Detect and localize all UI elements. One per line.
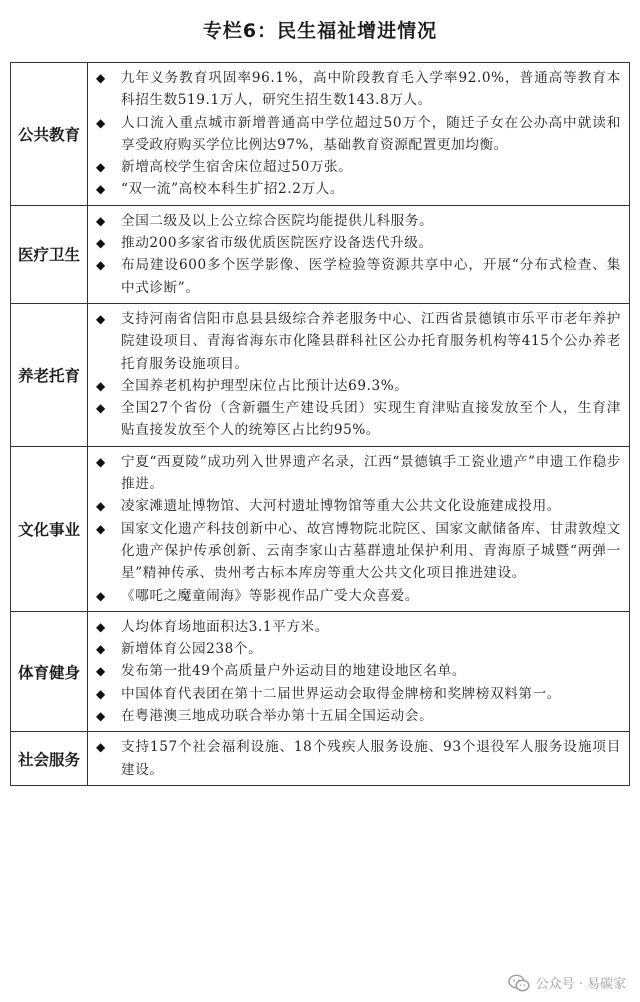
item-text: 人口流入重点城市新增普通高中学位超过50万个，随迁子女在公办高中就读和享受政府购买学位比例达97%，基础教育资源配置更加均衡。: [121, 114, 621, 153]
category-label: 养老托育: [11, 303, 88, 446]
section-row: [11, 303, 630, 446]
item-text: 中国体育代表团在第十二届世界运动会取得金牌榜和奖牌榜双料第一。: [121, 685, 562, 702]
item-list: [94, 736, 621, 781]
item-text: 九年义务教育巩固率96.1%，高中阶段教育毛入学率92.0%，普通高等教育本科招生数519.1万人，研究生招生数143.8万人。: [121, 70, 621, 109]
item-text: 人均体育场地面积达3.1平方米。: [121, 618, 329, 635]
item-text: 宁夏“西夏陵”成功列入世界遗产名录，江西“景德镇手工瓷业遗产”申遗工作稳步推进。: [121, 453, 621, 493]
section-row: [11, 732, 630, 786]
items-cell: [88, 205, 630, 303]
diamond-bullet-icon: ◆: [96, 378, 106, 393]
category-label: 体育健身: [11, 611, 88, 731]
list-item: [94, 736, 621, 781]
diamond-bullet-icon: ◆: [96, 664, 106, 679]
diamond-bullet-icon: ◆: [96, 499, 106, 514]
diamond-bullet-icon: ◆: [96, 115, 106, 130]
diamond-bullet-icon: ◆: [96, 686, 106, 701]
item-text: 推动200多家省市级优质医院医疗设备迭代升级。: [121, 235, 433, 252]
list-item: [94, 254, 621, 299]
list-item: [94, 210, 621, 232]
page-title: 专栏6：民生福祉增进情况: [202, 20, 438, 42]
item-text: 支持河南省信阳市息县县级综合养老服务中心、江西省景德镇市乐平市老年养护院建设项目、青海省海东市化隆县群科社区公办托育服务机构等415个公办养老托育服务设施项目。: [121, 310, 621, 372]
list-item: [94, 308, 621, 375]
items-cell: [88, 732, 630, 786]
diamond-bullet-icon: ◆: [96, 311, 106, 326]
watermark-text: 公众号 · 易碳家: [535, 977, 626, 992]
list-item: [94, 495, 621, 517]
diamond-bullet-icon: ◆: [96, 709, 106, 724]
list-item: [94, 375, 621, 397]
item-list: [94, 67, 621, 201]
list-item: [94, 67, 621, 112]
section-row: [11, 611, 630, 731]
wechat-icon: [508, 974, 530, 992]
list-item: [94, 705, 621, 727]
section-row: [11, 63, 630, 206]
diamond-bullet-icon: ◆: [96, 160, 106, 175]
list-item: [94, 451, 621, 496]
list-item: [94, 397, 621, 442]
list-item: [94, 112, 621, 157]
items-cell: [88, 611, 630, 731]
item-text: 布局建设600多个医学影像、医学检验等资源共享中心，开展“分布式检查、集中式诊断”。: [121, 257, 621, 296]
item-text: 新增高校学生宿舍床位超过50万张。: [121, 159, 353, 176]
list-item: [94, 585, 621, 607]
list-item: [94, 178, 621, 200]
diamond-bullet-icon: ◆: [96, 182, 106, 197]
diamond-bullet-icon: ◆: [96, 258, 106, 273]
section-row: [11, 205, 630, 303]
item-text: 全国27个省份（含新疆生产建设兵团）实现生育津贴直接发放至个人，生育津贴直接发放至个人的统筹区占比约95%。: [121, 400, 621, 439]
item-list: [94, 451, 621, 607]
item-text: 全国二级及以上公立综合医院均能提供儿科服务。: [121, 212, 434, 229]
category-label: 公共教育: [11, 63, 88, 206]
items-cell: [88, 303, 630, 446]
item-text: 凌家滩遗址博物馆、大河村遗址博物馆等重大公共文化设施建成投用。: [121, 498, 562, 515]
diamond-bullet-icon: ◆: [96, 454, 106, 469]
livelihood-table: [10, 62, 630, 786]
item-list: [94, 616, 621, 727]
item-text: 在粤港澳三地成功联合举办第十五届全国运动会。: [121, 708, 434, 725]
list-item: [94, 232, 621, 254]
item-text: 新增体育公园238个。: [121, 641, 263, 658]
item-text: 全国养老机构护理型床位占比预计达69.3%。: [121, 377, 409, 394]
diamond-bullet-icon: ◆: [96, 213, 106, 228]
items-cell: [88, 63, 630, 206]
diamond-bullet-icon: ◆: [96, 588, 106, 603]
category-label: 社会服务: [11, 732, 88, 786]
items-cell: [88, 446, 630, 611]
diamond-bullet-icon: ◆: [96, 642, 106, 657]
item-text: 《哪吒之魔童闹海》等影视作品广受大众喜爱。: [121, 587, 420, 604]
diamond-bullet-icon: ◆: [96, 401, 106, 416]
diamond-bullet-icon: ◆: [96, 236, 106, 251]
list-item: [94, 638, 621, 660]
item-text: “双一流”高校本科生扩招2.2万人。: [121, 181, 345, 198]
diamond-bullet-icon: ◆: [96, 521, 106, 536]
category-label: 医疗卫生: [11, 205, 88, 303]
list-item: [94, 683, 621, 705]
category-label: 文化事业: [11, 446, 88, 611]
watermark: [508, 973, 626, 992]
list-item: [94, 660, 621, 682]
item-text: 国家文化遗产科技创新中心、故宫博物院北院区、国家文献储备库、甘肃敦煌文化遗产保护传承创新、云南李家山古墓群遗址保护利用、青海原子城暨“两弹一星”精神传承、贵州考古标本库房等重大公共文化项目推进建设。: [121, 520, 621, 582]
list-item: [94, 518, 621, 585]
item-text: 发布第一批49个高质量户外运动目的地建设地区名单。: [121, 663, 466, 680]
diamond-bullet-icon: ◆: [96, 71, 106, 85]
item-list: [94, 308, 621, 442]
list-item: [94, 616, 621, 638]
table-body: [11, 63, 630, 786]
diamond-bullet-icon: ◆: [96, 619, 106, 634]
diamond-bullet-icon: ◆: [96, 740, 106, 755]
item-list: [94, 210, 621, 299]
section-row: [11, 446, 630, 611]
list-item: [94, 156, 621, 178]
item-text: 支持157个社会福利设施、18个残疾人服务设施、93个退役军人服务设施项目建设。: [121, 739, 621, 778]
